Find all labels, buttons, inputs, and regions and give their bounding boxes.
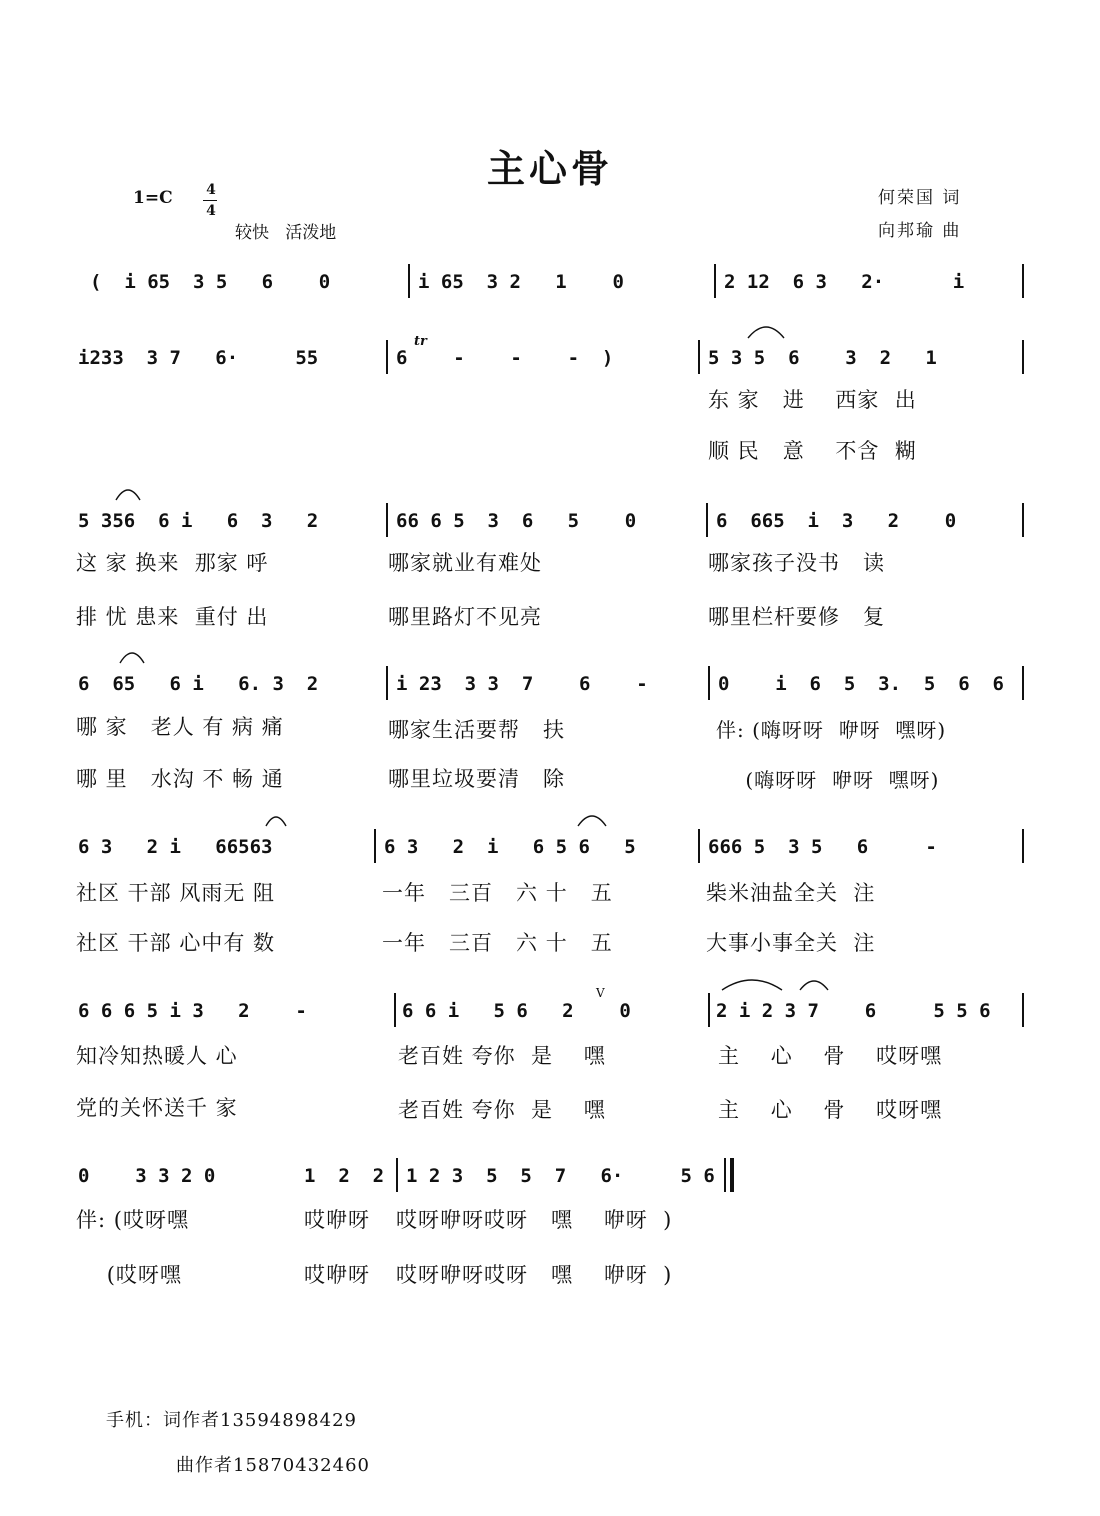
measure-notes: i 23 3 3 7 6 - xyxy=(396,673,648,695)
composer-credit: 向邦瑜 曲 xyxy=(878,221,962,241)
lyric-line: 哪里垃圾要清 除 xyxy=(388,767,566,791)
lyric-line: 党的关怀送千 家 xyxy=(76,1096,238,1120)
slur xyxy=(578,816,606,826)
lyric-line: 伴: (嗨呀呀 咿呀 嘿呀) xyxy=(716,718,947,742)
slur xyxy=(116,490,140,500)
lyric-line: 哎呀咿呀哎呀 嘿 咿呀 ) xyxy=(396,1208,673,1232)
measure-notes: i 65 3 2 1 0 xyxy=(418,271,624,293)
measure-notes: ( i 65 3 5 6 0 xyxy=(90,271,331,293)
time-signature-numerator: 4 xyxy=(206,182,216,198)
measure-notes: 6 6 6 5 i 3 2 - xyxy=(78,1000,307,1022)
slur xyxy=(120,653,144,663)
lyricist-credit: 何荣国 词 xyxy=(878,188,962,208)
lyric-line: 哪家就业有难处 xyxy=(388,551,542,575)
measure-notes: 0 i 6 5 3. 5 6 6 xyxy=(718,673,1004,695)
lyric-line: 顺 民 意 不含 糊 xyxy=(708,439,917,463)
slur xyxy=(266,817,286,826)
lyric-line: 社区 干部 心中有 数 xyxy=(76,931,276,955)
lyric-line: 哪 里 水沟 不 畅 通 xyxy=(76,767,284,791)
lyric-line: 哎咿呀 xyxy=(304,1208,370,1232)
lyricist-phone: 手机：词作者13594898429 xyxy=(106,1410,357,1431)
measure-notes: 2 i 2 3 7 6 5 5 6 xyxy=(716,1000,991,1022)
lyric-line: 哪里路灯不见亮 xyxy=(388,605,542,629)
lyric-line: 哪家孩子没书 读 xyxy=(708,551,886,575)
lyric-line: 哪家生活要帮 扶 xyxy=(388,718,566,742)
slur xyxy=(748,327,784,338)
lyric-line: 老百姓 夸你 是 嘿 xyxy=(398,1098,606,1122)
lyric-line: 一年 三百 六 十 五 xyxy=(382,881,613,905)
lyric-line: 主 心 骨 哎呀嘿 xyxy=(718,1098,943,1122)
lyric-line: 一年 三百 六 十 五 xyxy=(382,931,613,955)
lyric-line: 主 心 骨 哎呀嘿 xyxy=(718,1044,943,1068)
measure-notes: 5 356 6 i 6 3 2 xyxy=(78,510,319,532)
measure-notes: 666 5 3 5 6 - xyxy=(708,836,937,858)
measure-notes: 2 12 6 3 2· i xyxy=(724,271,965,293)
lyric-line: 哎咿呀 xyxy=(304,1263,370,1287)
lyric-line: 哪 家 老人 有 病 痛 xyxy=(76,715,284,739)
lyric-line: 柴米油盐全关 注 xyxy=(706,881,876,905)
measure-notes: 6 665 i 3 2 0 xyxy=(716,510,957,532)
measure-notes: 66 6 5 3 6 5 0 xyxy=(396,510,637,532)
lyric-line: 老百姓 夸你 是 嘿 xyxy=(398,1044,606,1068)
lyric-line: (嗨呀呀 咿呀 嘿呀) xyxy=(716,768,940,792)
lyric-line: 哪里栏杆要修 复 xyxy=(708,605,886,629)
measure-notes: 1 2 2 xyxy=(304,1165,385,1187)
measure-notes: 5 3 5 6 3 2 1 xyxy=(708,347,937,369)
tempo-marking: 较快 活泼地 xyxy=(235,223,337,243)
key-signature: 1=C xyxy=(133,188,173,208)
trill-mark: tr xyxy=(414,334,427,349)
lyric-line: 东 家 进 西家 出 xyxy=(708,388,917,412)
lyric-line: 知冷知热暖人 心 xyxy=(76,1044,238,1068)
lyric-line: (哎呀嘿 xyxy=(76,1263,182,1287)
composer-phone: 曲作者15870432460 xyxy=(176,1455,370,1476)
lyric-line: 哎呀咿呀哎呀 嘿 咿呀 ) xyxy=(396,1263,673,1287)
slur xyxy=(722,980,782,990)
lyric-line: 伴: (哎呀嘿 xyxy=(76,1208,189,1232)
song-title: 主心骨 xyxy=(486,146,613,191)
slur xyxy=(800,981,828,990)
measure-notes: 6 65 6 i 6. 3 2 xyxy=(78,673,319,695)
lyric-line: 大事小事全关 注 xyxy=(706,931,876,955)
breath-mark: V xyxy=(596,986,605,1000)
lyric-line: 排 忧 患来 重付 出 xyxy=(76,605,269,629)
measure-notes: i233 3 7 6· 55 xyxy=(78,347,319,369)
lyric-line: 这 家 换来 那家 呼 xyxy=(76,551,269,575)
measure-notes: 6 - - - ) xyxy=(396,347,614,369)
measure-notes: 6 3 2 i 66563 xyxy=(78,836,273,858)
time-signature-denominator: 4 xyxy=(206,203,216,219)
measure-notes: 1 2 3 5 5 7 6· 5 6 xyxy=(406,1165,715,1187)
measure-notes: 0 3 3 2 0 xyxy=(78,1165,216,1187)
measure-notes: 6 6 i 5 6 2 0 xyxy=(402,1000,631,1022)
lyric-line: 社区 干部 风雨无 阻 xyxy=(76,881,276,905)
measure-notes: 6 3 2 i 6 5 6 5 xyxy=(384,836,636,858)
